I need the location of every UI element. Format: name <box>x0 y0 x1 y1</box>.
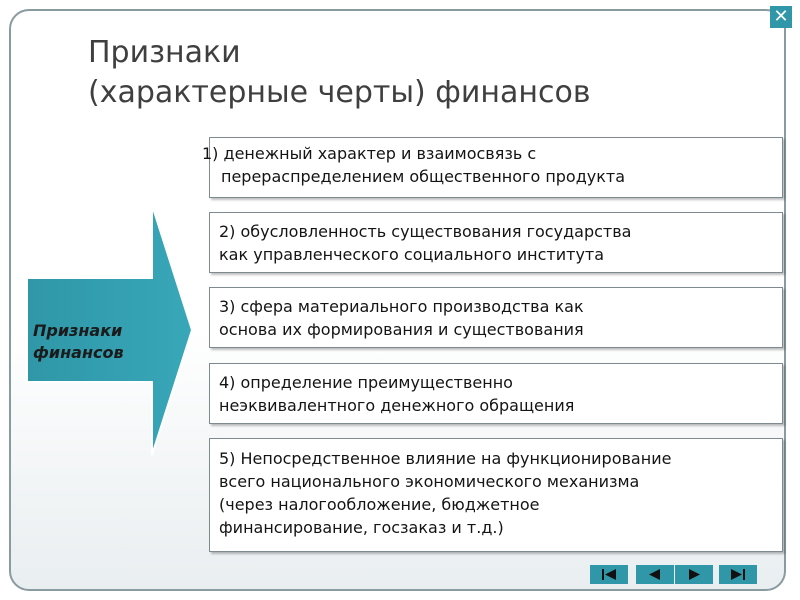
arrow-label <box>33 320 183 364</box>
close-button[interactable] <box>770 6 792 28</box>
last-slide-button[interactable] <box>719 565 757 584</box>
feature-text: 1) денежный характер и взаимосвязь с <box>202 144 537 163</box>
feature-box-2 <box>209 212 783 273</box>
feature-text: перераспределением общественного продукта <box>221 167 626 186</box>
close-icon: ✕ <box>773 6 789 27</box>
last-slide-icon <box>719 565 757 584</box>
arrow-label-line-1: Признаки <box>33 321 123 340</box>
next-slide-icon <box>675 565 713 584</box>
first-slide-icon <box>590 565 628 584</box>
next-slide-button[interactable] <box>675 565 713 584</box>
feature-box-4 <box>209 363 783 424</box>
feature-text: 2) обусловленность существования государства <box>219 222 632 241</box>
slide-title-line-1: Признаки <box>88 35 241 70</box>
feature-text: как управленческого социального института <box>219 245 605 264</box>
slide-title <box>88 33 591 113</box>
feature-text: 3) сфера материального производства как <box>219 297 584 316</box>
feature-text: (через налогообложение, бюджетное <box>219 495 540 514</box>
feature-box-5 <box>209 438 783 552</box>
feature-box-3 <box>209 287 783 348</box>
slide-title-line-2: (характерные черты) финансов <box>88 75 591 110</box>
feature-text: всего национального экономического механизма <box>219 472 640 491</box>
feature-text: основа их формирования и существования <box>219 320 584 339</box>
previous-slide-button[interactable] <box>636 565 674 584</box>
feature-text: неэквивалентного денежного обращения <box>219 396 575 415</box>
previous-slide-icon <box>636 565 674 584</box>
feature-text: финансирование, госзаказ и т.д.) <box>219 518 504 537</box>
first-slide-button[interactable] <box>590 565 628 584</box>
arrow-label-line-2: финансов <box>33 343 124 362</box>
feature-box-1 <box>202 137 783 198</box>
feature-text: 5) Непосредственное влияние на функционирование <box>219 449 672 468</box>
feature-text: 4) определение преимущественно <box>219 373 513 392</box>
